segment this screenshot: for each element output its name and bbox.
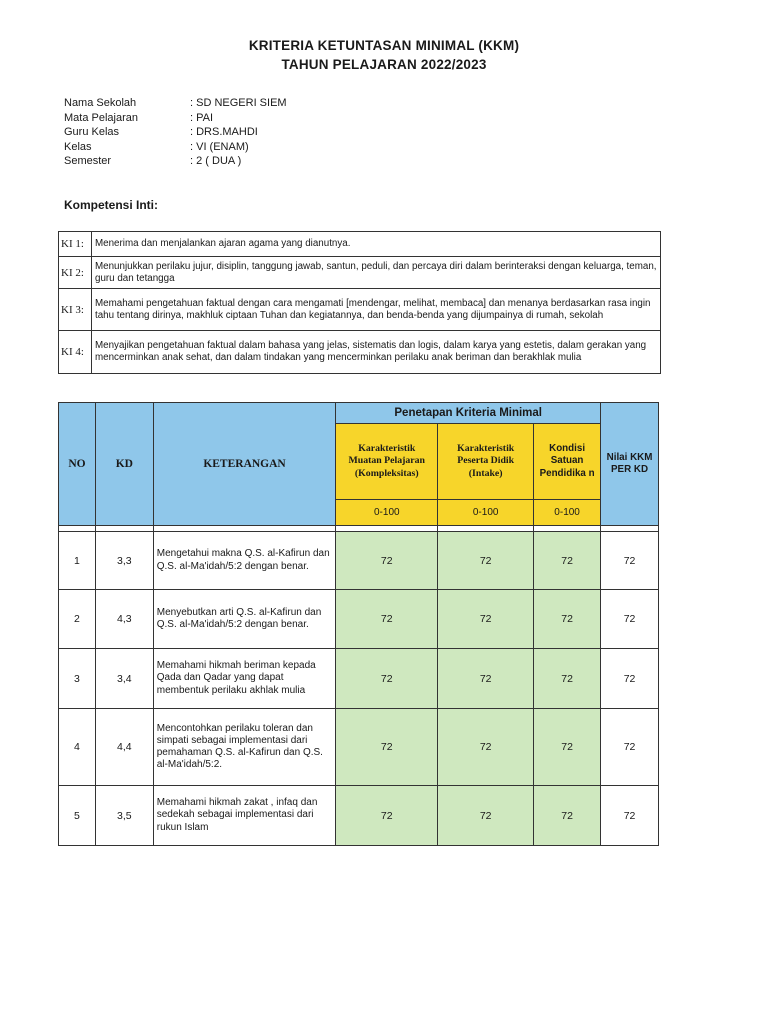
row-kondisi: 72 bbox=[534, 786, 601, 846]
row-no: 2 bbox=[59, 590, 96, 649]
row-kompleksitas: 72 bbox=[336, 532, 438, 590]
row-intake: 72 bbox=[438, 649, 534, 709]
range-kompleksitas: 0-100 bbox=[336, 500, 438, 526]
row-no: 1 bbox=[59, 532, 96, 590]
info-value: : 2 ( DUA ) bbox=[190, 155, 242, 168]
row-nilai: 72 bbox=[601, 590, 659, 649]
row-keterangan: Memahami hikmah zakat , infaq dan sedekah sebagai implementasi dari rukun Islam bbox=[153, 786, 336, 846]
row-nilai: 72 bbox=[601, 649, 659, 709]
row-kd: 4,4 bbox=[95, 709, 153, 786]
info-value: : SD NEGERI SIEM bbox=[190, 97, 287, 109]
row-nilai: 72 bbox=[601, 709, 659, 786]
row-kondisi: 72 bbox=[534, 709, 601, 786]
header-no: NO bbox=[59, 403, 96, 526]
row-kompleksitas: 72 bbox=[336, 649, 438, 709]
kompetensi-heading: Kompetensi Inti: bbox=[64, 198, 159, 212]
ki-row bbox=[59, 331, 661, 374]
row-no: 4 bbox=[59, 709, 96, 786]
row-kondisi: 72 bbox=[534, 649, 601, 709]
header-intake: Karakteristik Peserta Didik (Intake) bbox=[438, 424, 534, 500]
table-row bbox=[59, 590, 659, 649]
table-row bbox=[59, 709, 659, 786]
row-intake: 72 bbox=[438, 590, 534, 649]
info-row-class bbox=[64, 140, 287, 155]
row-kondisi: 72 bbox=[534, 590, 601, 649]
row-kompleksitas: 72 bbox=[336, 590, 438, 649]
ki-code: KI 3: bbox=[59, 289, 92, 331]
row-intake: 72 bbox=[438, 786, 534, 846]
info-row-school bbox=[64, 96, 287, 111]
info-label: Guru Kelas bbox=[64, 126, 120, 139]
kompetensi-inti-table bbox=[58, 231, 661, 374]
info-row-subject bbox=[64, 111, 287, 126]
school-info bbox=[64, 96, 287, 169]
ki-code: KI 1: bbox=[59, 232, 92, 257]
ki-row bbox=[59, 232, 661, 257]
ki-text: Menerima dan menjalankan ajaran agama yang dianutnya. bbox=[92, 232, 661, 257]
info-row-semester bbox=[64, 154, 287, 169]
range-intake: 0-100 bbox=[438, 500, 534, 526]
ki-code: KI 4: bbox=[59, 331, 92, 374]
row-keterangan: Mengetahui makna Q.S. al-Kafirun dan Q.S. al-Ma'idah/5:2 dengan benar. bbox=[153, 532, 336, 590]
row-intake: 72 bbox=[438, 532, 534, 590]
info-label: Kelas bbox=[64, 140, 92, 153]
row-nilai: 72 bbox=[601, 786, 659, 846]
row-kd: 4,3 bbox=[95, 590, 153, 649]
document-subtitle: TAHUN PELAJARAN 2022/2023 bbox=[281, 57, 487, 72]
info-value: : DRS.MAHDI bbox=[190, 126, 258, 139]
table-row bbox=[59, 649, 659, 709]
range-kondisi: 0-100 bbox=[534, 500, 601, 526]
row-kd: 3,5 bbox=[95, 786, 153, 846]
row-intake: 72 bbox=[438, 709, 534, 786]
ki-text: Menunjukkan perilaku jujur, disiplin, tanggung jawab, santun, peduli, dan percaya diri dalam berinteraksi dengan keluarga, teman, guru dan tetangga bbox=[92, 257, 661, 289]
header-penetapan: Penetapan Kriteria Minimal bbox=[336, 403, 601, 424]
row-no: 3 bbox=[59, 649, 96, 709]
row-keterangan: Memahami hikmah beriman kepada Qada dan Qadar yang dapat membentuk perilaku akhlak mulia bbox=[153, 649, 336, 709]
row-kondisi: 72 bbox=[534, 532, 601, 590]
header-nilai-kkm: Nilai KKM PER KD bbox=[601, 403, 659, 526]
row-kd: 3,4 bbox=[95, 649, 153, 709]
ki-row bbox=[59, 289, 661, 331]
ki-text: Menyajikan pengetahuan faktual dalam bahasa yang jelas, sistematis dan logis, dalam karya yang estetis, dalam gerakan yang mencerminkan anak sehat, dan dalam tindakan yang mencerminkan perilaku anak beriman dan berakhlak mulia bbox=[92, 331, 661, 374]
kkm-table bbox=[58, 402, 659, 846]
header-keterangan: KETERANGAN bbox=[153, 403, 336, 526]
table-row bbox=[59, 532, 659, 590]
info-value: : VI (ENAM) bbox=[190, 140, 249, 153]
row-nilai: 72 bbox=[601, 532, 659, 590]
info-label: Semester bbox=[64, 155, 112, 168]
header-kd: KD bbox=[95, 403, 153, 526]
row-kompleksitas: 72 bbox=[336, 709, 438, 786]
header-kompleksitas: Karakteristik Muatan Pelajaran (Kompleksitas) bbox=[336, 424, 438, 500]
row-kompleksitas: 72 bbox=[336, 786, 438, 846]
row-keterangan: Menyebutkan arti Q.S. al-Kafirun dan Q.S. al-Ma'idah/5:2 dengan benar. bbox=[153, 590, 336, 649]
table-row bbox=[59, 786, 659, 846]
row-kd: 3,3 bbox=[95, 532, 153, 590]
ki-text: Memahami pengetahuan faktual dengan cara mengamati [mendengar, melihat, membaca] dan menanya berdasarkan rasa ingin tahu tentang dirinya, makhluk ciptaan Tuhan dan kegiatannya, dan benda-benda yang dijumpainya di rumah, sekolah bbox=[92, 289, 661, 331]
ki-row bbox=[59, 257, 661, 289]
row-keterangan: Mencontohkan perilaku toleran dan simpati sebagai implementasi dari pemahaman Q.S. al-Kafirun dan Q.S. al-Ma'idah/5:2. bbox=[153, 709, 336, 786]
info-value: : PAI bbox=[190, 111, 214, 124]
info-row-teacher bbox=[64, 125, 287, 140]
row-no: 5 bbox=[59, 786, 96, 846]
document-title: KRITERIA KETUNTASAN MINIMAL (KKM) bbox=[248, 38, 520, 53]
ki-code: KI 2: bbox=[59, 257, 92, 289]
info-label: Mata Pelajaran bbox=[64, 111, 138, 124]
header-kondisi: Kondisi Satuan Pendidika n bbox=[534, 424, 601, 500]
info-label: Nama Sekolah bbox=[64, 97, 137, 109]
